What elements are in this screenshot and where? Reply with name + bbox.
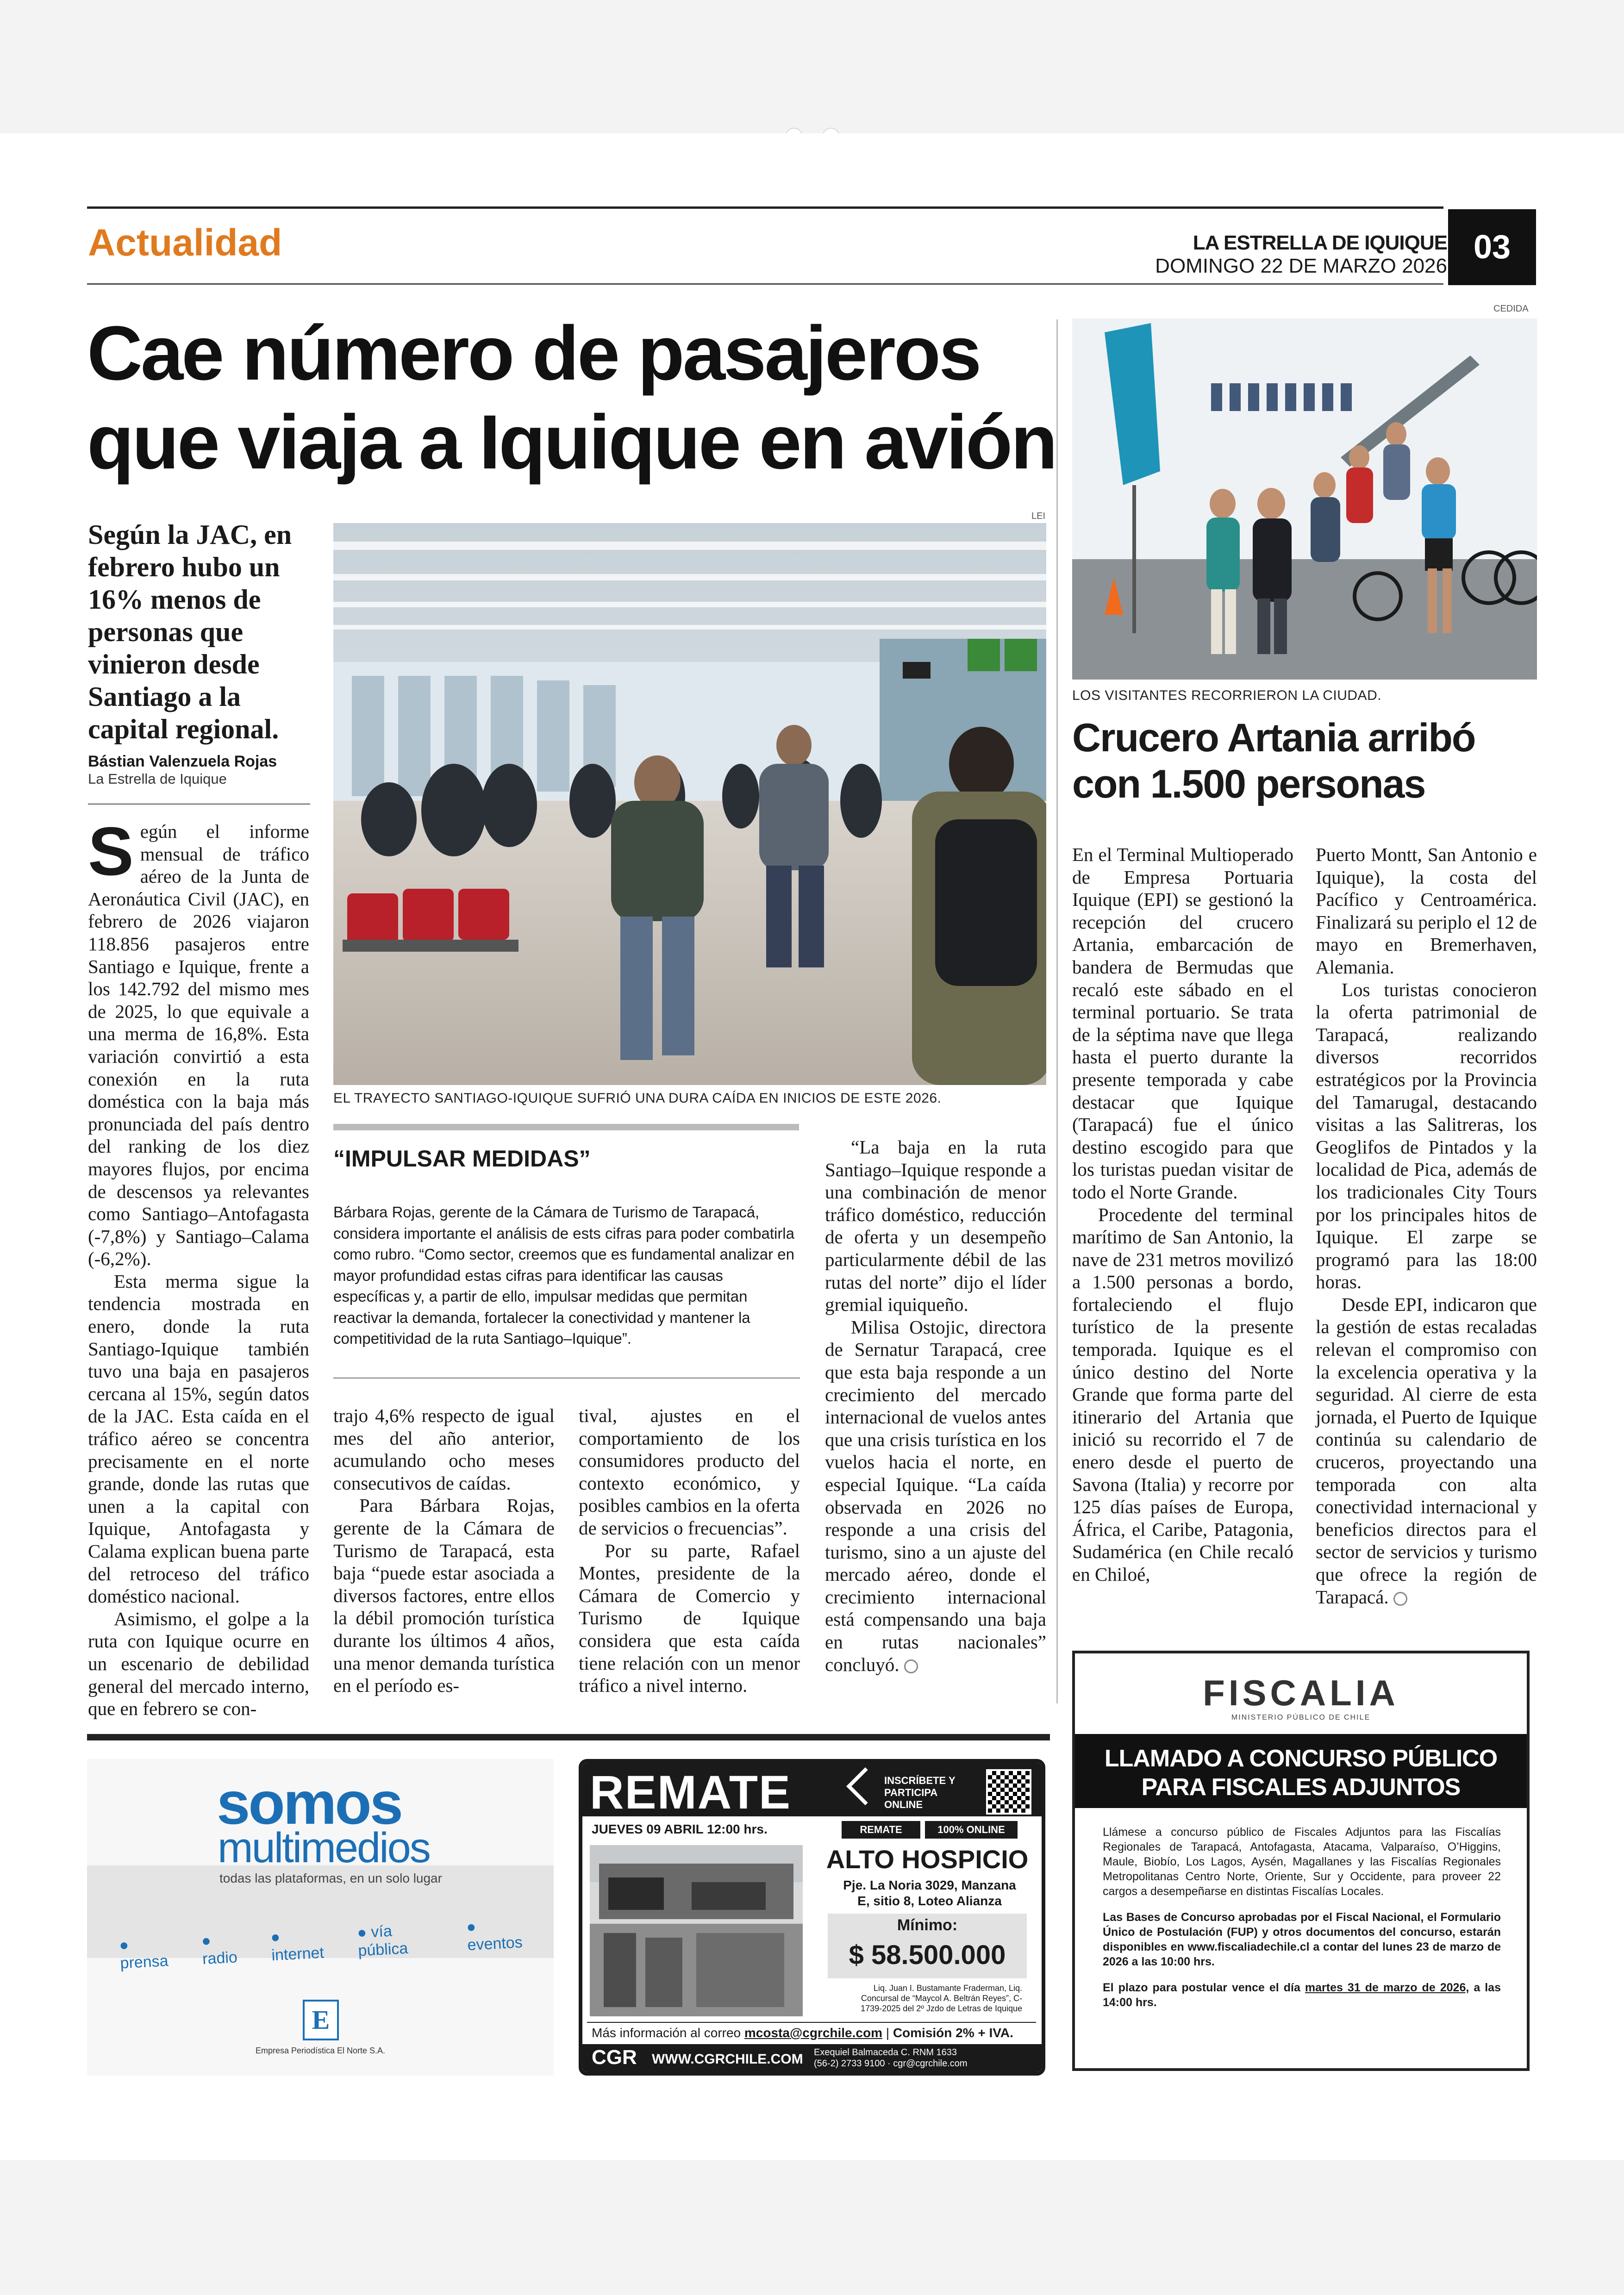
remate-office: Exequiel Balmaceda C. RNM 1633 (56-2) 2733 9100 · cgr@cgrchile.com [814, 2047, 968, 2069]
drop-cap: S [88, 813, 134, 890]
house-photo [590, 1845, 803, 2016]
remate-contact: Más información al correo mcosta@cgrchile.com | Comisión 2% + IVA. [592, 2026, 1013, 2040]
author-name: Bástian Valenzuela Rojas [88, 753, 277, 770]
fiscalia-p2: Las Bases de Concurso aprobadas por el Fiscal Nacional, el Formulario Único de Postulación (FUP) y otros documentos del concurso, estarán disponibles en www.fiscaliadechile.cl a contar del lunes 23 de marzo de 2026 a las 10:00 hrs. [1103, 1911, 1501, 1968]
main-col3-p2: Por su parte, Rafael Montes, presidente de la Cámara de Comercio y Turismo de Iquique considera que esta caída tiene relación con un menor tráfico a nivel interno. [579, 1540, 800, 1696]
channel-internet: ● internet [270, 1928, 325, 1964]
channel-prensa: ● prensa [119, 1936, 169, 1972]
main-photo-caption: EL TRAYECTO SANTIAGO-IQUIQUE SUFRIÓ UNA DURA CAÍDA EN INICIOS DE ESTE 2026. [333, 1091, 942, 1106]
main-col4-p2: Milisa Ostojic, directora de Sernatur Tarapacá, cree que esta baja responde a un crecimiento del mercado internacional de vuelos antes que una crisis turística en los vuelos hacia el norte, en especial Iquique. “La caída observada en 2026 no responde a una crisis del turismo, sino a un ajuste del mercado aéreo, donde el crecimiento internacional está compensando una baja en rutas nacionales” concluyó. [825, 1316, 1046, 1675]
remate-address: Pje. La Noria 3029, Manzana E, sitio 8, Loteo Alianza [843, 1878, 1016, 1908]
sidebar-title: “IMPULSAR MEDIDAS” [333, 1146, 591, 1172]
sidebar-text: Bárbara Rojas, gerente de la Cámara de Turismo de Tarapacá, considera importante el análisis de ests cifras para poder combatirla como rubro. “Como sector, creemos que es fundamental analizar en mayor profundidad estas cifras para identificar las causas específicas y, a partir de ello, impulsar medidas que permitan reactivar la demanda, fortalecer la conectividad y mantener la competitividad de la ruta Santiago–Iquique”. [333, 1204, 794, 1347]
remate-date: JUEVES 09 ABRIL 12:00 hrs. [592, 1822, 768, 1836]
cruise-headline: Crucero Artania arribó con 1.500 personas [1072, 716, 1475, 806]
cruise-passengers-photo [1072, 318, 1537, 680]
qr-code-icon [986, 1769, 1031, 1815]
remate-city: ALTO HOSPICIO [826, 1845, 1029, 1874]
cruise-col2-p1: Puerto Montt, San Antonio e Iquique), la costa del Pacífico y Centroamérica. Finalizará su periplo el 12 de mayo en Bremerhaven, Alemania. [1316, 844, 1537, 978]
author-outlet: La Estrella de Iquique [88, 771, 227, 787]
channel-radio: ● radio [201, 1932, 238, 1968]
cruise-end-icon [1393, 1592, 1407, 1606]
column-divider [1056, 319, 1058, 1703]
cruise-photo-credit: CEDIDA [1493, 304, 1529, 314]
byline [88, 753, 310, 787]
remate-email-link[interactable]: mcosta@cgrchile.com [744, 2026, 882, 2040]
airport-terminal-photo [333, 523, 1046, 1085]
el-norte-logo-icon: E [303, 2000, 339, 2040]
cruise-col2-p2: Los turistas conocieron la oferta patrimonial de Tarapacá, realizando diversos recorridos estratégicos por la Provincia del Tamarugal, destacando visitas a las Salitreras, los Geoglifos de Pintados y la localidad de Pica, además de los tradicionales City Tours por los principales hitos de Iquique. El zarpe se programó para las 18:00 horas. [1316, 979, 1537, 1293]
header-top-rule [87, 206, 1443, 209]
end-of-article-icon [904, 1659, 918, 1673]
fiscalia-p1: Llámese a concurso público de Fiscales Adjuntos para las Fiscalías Regionales de Tarapacá, Antofagasta, Atacama, Valparaíso, O’Higgins, Maule, Biobío, Los Lagos, Aysén, Magallanes y las Fiscalías Regionales Metropolitanas Centro Norte, Oriente, Sur y Occidente, para proveer 22 cargos a desempeñarse en distintas Fiscalías Locales. [1103, 1826, 1501, 1898]
remate-title: REMATE [590, 1766, 792, 1819]
remate-divider [587, 2022, 1036, 2023]
remate-website-link[interactable]: WWW.CGRCHILE.COM [652, 2052, 803, 2067]
main-article-col1 [88, 813, 309, 1720]
fiscalia-body [1103, 1825, 1501, 2010]
airport-scene-image [333, 523, 1046, 1085]
fiscalia-p3: El plazo para postular vence el día martes 31 de marzo de 2026, a las 14:00 hrs. [1103, 1981, 1501, 2009]
remate-cta: INSCRÍBETE Y PARTICIPA ONLINE [884, 1775, 956, 1810]
cruise-photo-caption: LOS VISITANTES RECORRIERON LA CIUDAD. [1072, 688, 1382, 703]
main-deck: Según la JAC, en febrero hubo un 16% menos de personas que vinieron desde Santiago a la capital regional. [88, 519, 292, 744]
cruise-scene-image [1072, 318, 1537, 680]
main-headline: Cae número de pasajeros que viaja a Iquique en avión [87, 311, 1056, 485]
remate-footer-bar [582, 2044, 1042, 2076]
cruise-col1 [1072, 843, 1293, 1586]
newspaper-name: LA ESTRELLA DE IQUIQUE [1193, 231, 1447, 254]
remate-tag-remate: REMATE [842, 1821, 920, 1839]
channel-eventos: ● eventos [466, 1918, 523, 1954]
somos-logo: somos [217, 1769, 402, 1837]
remate-ad[interactable] [579, 1759, 1045, 2076]
cruise-col2-p3: Desde EPI, indicaron que la gestión de estas recaladas relevan el compromiso con la excelencia operativa y la seguridad. Al cierre de esta jornada, el Puerto de Iquique continúa su calendario de cruceros, proyectando una temporada con alta conectividad internacional y beneficios directos para el sector de servicios y turismo que ofrece la región de Tarapacá. [1316, 1293, 1537, 1608]
cruise-col2 [1316, 843, 1537, 1608]
main-article-col3 [579, 1404, 800, 1697]
main-col1-p2: Esta merma sigue la tendencia mostrada en enero, donde la ruta Santiago-Iquique también tuvo una baja en pasajeros cercana al 15%, según datos de la JAC. Esta caída en el tráfico aéreo se concentra precisamente en el norte grande, donde las rutas que unen a la capital con Iquique, Antofagasta y Calama explican buena parte del retroceso del tráfico doméstico nacional. [88, 1270, 309, 1607]
remate-tag-online: 100% ONLINE [925, 1821, 1018, 1839]
main-col3-p1: tival, ajustes en el comportamiento de los consumidores producto del contexto económico, y posibles cambios en la oferta de servicios o frecuencias”. [579, 1405, 800, 1539]
sidebar-top-bar [333, 1124, 799, 1130]
fiscalia-logo-sub: MINISTERIO PÚBLICO DE CHILE [1231, 1714, 1371, 1721]
fiscalia-ad[interactable] [1072, 1651, 1530, 2071]
ad-separator [87, 1734, 1050, 1740]
channel-via-publica: ● vía pública [356, 1922, 409, 1960]
main-col2-p2: Para Bárbara Rojas, gerente de la Cámara de Turismo de Tarapacá, esta baja “puede estar asociada a diversos factores, entre ellos la débil promoción turística durante los últimos 4 años, una menor demanda turística en el período es- [333, 1495, 555, 1696]
remate-min-label: Mínimo: [897, 1916, 958, 1934]
multimedios-logo: multimedios [218, 1824, 430, 1871]
issue-date: DOMINGO 22 DE MARZO 2026 [1155, 255, 1447, 277]
header-bottom-rule [87, 283, 1443, 285]
remate-min-value: $ 58.500.000 [849, 1940, 1006, 1970]
main-photo-credit: LEI [1031, 511, 1046, 521]
somos-multimedios-ad[interactable] [87, 1759, 554, 2076]
somos-tagline: todas las plataformas, en un solo lugar [219, 1871, 442, 1885]
main-article-col2 [333, 1404, 555, 1697]
cruise-col1-p1: En el Terminal Multioperado de Empresa Portuaria Iquique (EPI) se gestionó la recepción del crucero Artania, embarcación de bandera de Bermudas que recaló este sábado en el terminal portuario. Se trata de la séptima nave que llega hasta el puerto durante la presente temporada y cabe destacar que Iquique (Tarapacá) fue el único destino escogido para que los turistas puedan visitar de todo el Norte Grande. [1072, 844, 1293, 1203]
section-label: Actualidad [88, 222, 282, 264]
main-col2-p1: trajo 4,6% respecto de igual mes del año anterior, acumulando ocho meses consecutivos de caídas. [333, 1405, 555, 1494]
fiscalia-title: LLAMADO A CONCURSO PÚBLICO PARA FISCALES ADJUNTOS [1104, 1745, 1498, 1801]
somos-company: Empresa Periodística El Norte S.A. [255, 2046, 386, 2055]
fiscalia-logo: FISCALIA [1203, 1672, 1399, 1713]
page-number: 03 [1448, 209, 1536, 285]
main-col1-p1: egún el informe mensual de tráfico aéreo de la Junta de Aeronáutica Civil (JAC), en febrero de 2026 viajaron 118.856 pasajeros entre Santiago e Iquique, frente a los 142.792 del mismo mes de 2025, lo que equivale a una merma de 16,8%. Esta variación convirtió a esta conexión en la ruta doméstica con la baja más pronunciada del país dentro del ranking de los diez mayores flujos, por encima de descensos ya relevantes como Santiago–Antofagasta (-7,8%) y Santiago–Calama (-6,2%). [88, 821, 309, 1270]
main-col1-p3: Asimismo, el golpe a la ruta con Iquique ocurre en un escenario de debilidad general del mercado interno, que en febrero se con- [88, 1608, 309, 1720]
masthead [1155, 231, 1447, 278]
cruise-col1-p2: Procedente del terminal marítimo de San Antonio, la nave de 231 metros movilizó a 1.500 personas a bordo, fortaleciendo el flujo turístico de la presente temporada. Iquique es el único destino del Norte Grande que forma parte del itinerario del Artania que inició su recorrido el 7 de enero desde el puerto de Savona (Italia) y recorre por 125 días países de Europa, África, el Caribe, Patagonia, Sudamérica (en Chile recaló en Chiloé, [1072, 1204, 1293, 1585]
cgr-logo: CGR [592, 2046, 637, 2069]
main-col4-p1: “La baja en la ruta Santiago–Iquique responde a una combinación de menor tráfico doméstico, reducción de oferta y un desempeño particularmente débil de las rutas del norte” dijo el líder gremial iquiqueño. [825, 1136, 1046, 1316]
main-article-col4 [825, 1136, 1046, 1676]
remate-legal: Liq. Juan I. Bustamante Fraderman, Liq. Concursal de “Maycol A. Beltrán Reyes”, C-1739-2025 del 2º Jzdo de Letras de Iquique [861, 1983, 1022, 2013]
